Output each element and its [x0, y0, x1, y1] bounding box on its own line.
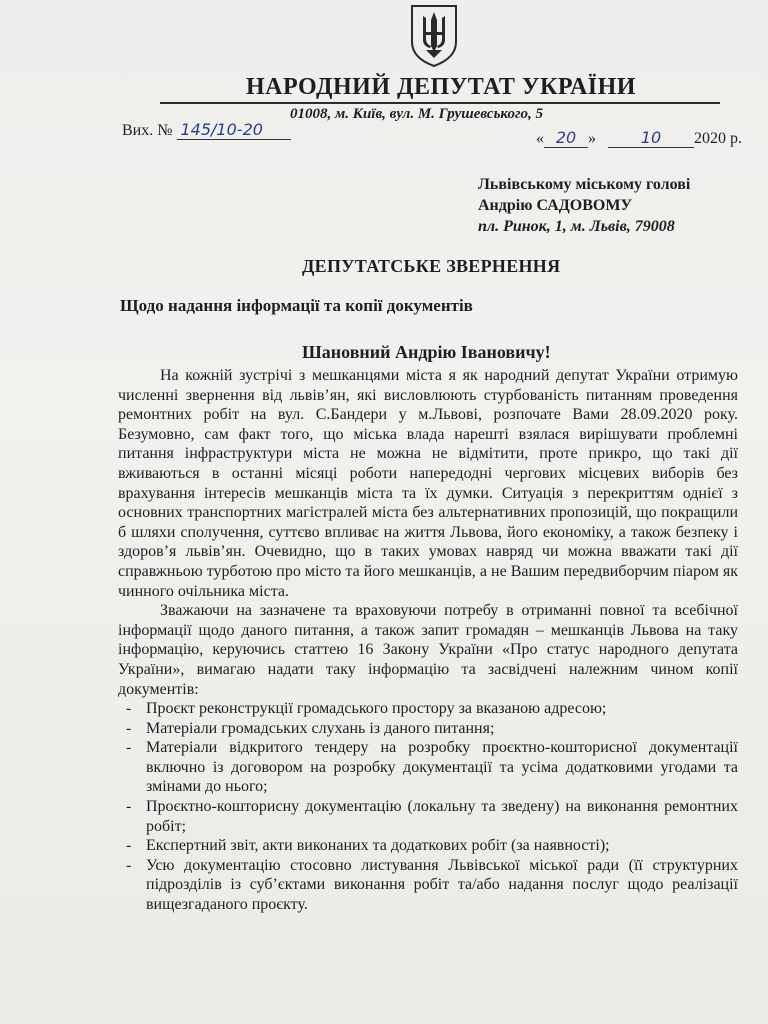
date-close-quote: »: [588, 130, 596, 147]
list-item: [118, 856, 738, 915]
list-bullet: -: [126, 798, 132, 816]
date-year: 2020 р.: [694, 130, 742, 147]
list-item: [118, 738, 738, 797]
recipient-position: Львівському міському голові: [478, 176, 691, 193]
trident-emblem-icon: [406, 2, 462, 68]
greeting: Шановний Андрію Івановичу!: [302, 342, 551, 362]
list-bullet: -: [126, 700, 132, 718]
paragraph-2: Зважаючи на зазначене та враховуючи потребу в отриманні повної та всебічної інформації щодо даного питання, а також запит громадян – мешканців Львова на таку інформацію, керуючись статтею 16 Закону України «Про статус народного депутата України», вимагаю надати таку інформацію та засвідчені належним чином копії документів:: [118, 602, 738, 698]
paragraph-1: На кожній зустрічі з мешканцями міста я як народний депутат України отримую численні звернення від львів’ян, які висловлюють стурбованість питанням проведення ремонтних робіт на вул. С.Бандери у м.Львові, розпочате Вами 28.09.2020 року. Безумовно, сам факт того, що міська влада нарешті взялася вирішувати проблемні питання інфраструктури міста не можна не відмітити, проте прикро, що такі дії вживаються в останні місяці роботи напередодні чергових місцевих виборів без врахування інтересів мешканців міста та їх думки. Ситуація з перекриттям однієї з основних транспортних магістралей міста без альтернативних пропозицій, що покращили б шляхи сполучення, суттєво впливає на життя Львова, його економіку, а також безпеку і здоров’я львів’ян. Очевидно, що в таких умовах навряд чи можна вважати такі дії справжньою турботою про місто та його мешканців, а не Вашим передвиборчим піаром як чинного очільника міста.: [118, 367, 738, 600]
list-item-text: Експертний звіт, акти виконаних та додаткових робіт (за наявності);: [146, 837, 610, 855]
list-item-text: Проєктно-кошторисну документацію (локальну та зведену) на виконання ремонтних робіт;: [146, 798, 738, 835]
recipient-block: [478, 174, 690, 237]
list-item-text: Матеріали громадських слухань із даного питання;: [146, 719, 495, 737]
recipient-name: Андрію САДОВОМУ: [478, 197, 633, 214]
date-month: 10: [608, 128, 694, 148]
recipient-address: пл. Ринок, 1, м. Львів, 79008: [478, 218, 675, 235]
outgoing-number: [122, 120, 291, 140]
list-item: [118, 719, 738, 739]
date-open-quote: «: [536, 130, 544, 147]
list-item-text: Проєкт реконструкції громадського простору за вказаною адресою;: [146, 700, 607, 718]
outgoing-number-label: Вих. №: [122, 122, 173, 139]
request-list: [118, 699, 738, 915]
list-item: [118, 797, 738, 836]
outgoing-number-value: 145/10-20: [177, 120, 291, 140]
letter-body: [118, 366, 738, 915]
list-item-text: Матеріали відкритого тендеру на розробку проєктно-кошторисної документації включно із договором на розробку документації та усіма додатковими угодами та змінами до нього;: [146, 739, 738, 796]
list-bullet: -: [126, 739, 132, 757]
list-item-text: Усю документацію стосовно листування Львівської міської ради (її структурних підрозділів із суб’єктами виконання робіт та/або надання послуг щодо реалізації вищезгаданого проєкту.: [146, 856, 738, 914]
list-item: [118, 836, 738, 856]
header-divider: [160, 102, 720, 104]
list-bullet: -: [126, 837, 132, 855]
date-day: 20: [544, 128, 588, 148]
list-bullet: -: [126, 856, 132, 874]
letter-date: [536, 128, 742, 148]
list-item: [118, 699, 738, 719]
deputy-title: НАРОДНИЙ ДЕПУТАТ УКРАЇНИ: [246, 74, 636, 100]
sender-address: 01008, м. Київ, вул. М. Грушевського, 5: [290, 106, 543, 122]
list-bullet: -: [126, 719, 132, 737]
document-title: ДЕПУТАТСЬКЕ ЗВЕРНЕННЯ: [302, 256, 561, 276]
document-subject: Щодо надання інформації та копії документів: [120, 296, 473, 315]
